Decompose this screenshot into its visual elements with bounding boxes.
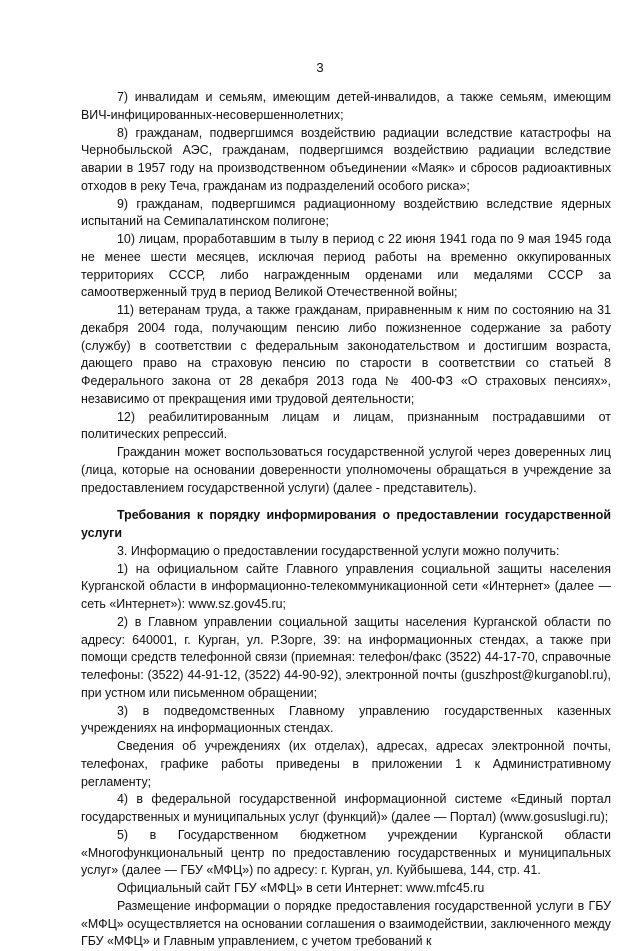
paragraph-source-office: 2) в Главном управлении социальной защиты населения Курганской области по адресу: 640001, г. Курган, ул. Р.Зорге, 39: на информационных стендах, а также при помощи средств телефонной связи (приемная: телефон/факс (3522) 44-17-70, справочные телефоны: (3522) 44-91-12, (3522) 44-90-92), электронной почты (guszhpost@kurganobl.ru), при устном или письменном обращении; <box>81 614 611 700</box>
paragraph-item-9: 9) гражданам, подвергшимся радиационному воздействию вследствие ядерных испытаний на Семипалатинском полигоне; <box>81 196 611 229</box>
paragraph-source-website: 1) на официальном сайте Главного управления социальной защиты населения Курганской области в информационно-телекоммуникационной сети «Интернет» (далее — сеть «Интернет»): www.sz.gov45.ru; <box>81 561 611 611</box>
paragraph-clause-3: 3. Информацию о предоставлении государственной услуги можно получить: <box>117 543 560 558</box>
page-number: 3 <box>316 60 324 75</box>
paragraph-institution-details: Сведения об учреждениях (их отделах), адресах, адресах электронной почты, телефонах, графике работы приведены в приложении 1 к Административному регламенту; <box>81 739 611 789</box>
paragraph-item-7: 7) инвалидам и семьям, имеющим детей-инвалидов, а также семьям, имеющим ВИЧ-инфицированных-несовершеннолетних; <box>81 90 611 122</box>
paragraph-source-institutions: 3) в подведомственных Главному управлению государственных казенных учреждениях на информационных стендах. <box>81 703 611 736</box>
paragraph-representative: Гражданин может воспользоваться государственной услугой через доверенных лиц (лица, которые на основании доверенности уполномочены обращаться в учреждение за предоставлением государственной услуги) (далее - представитель). <box>81 445 611 495</box>
paragraph-item-8: 8) гражданам, подвергшимся воздействию радиации вследствие катастрофы на Чернобыльской АЭС, гражданам, подвергшимся воздействию радиации вследствие аварии в 1957 году на производственном объединении «Маяк» и сбросов радиоактивных отходов в реку Теча, гражданам из подразделений особого риска»; <box>81 125 611 193</box>
paragraph-source-portal: 4) в федеральной государственной информационной системе «Единый портал государственных и муниципальных услуг (функций)» (далее — Портал) (www.gosuslugi.ru); <box>81 792 611 824</box>
paragraph-source-mfc: 5) в Государственном бюджетном учреждении Курганской области «Многофункциональный центр по предоставлению государственных и муниципальных услуг» (далее — ГБУ «МФЦ») по адресу: г. Курган, ул. Куйбышева, 144, стр. 41. <box>81 827 611 878</box>
paragraph-mfc-website: Официальный сайт ГБУ «МФЦ» в сети Интернет: www.mfc45.ru <box>117 881 485 895</box>
document-body <box>81 89 611 951</box>
paragraph-item-12: 12) реабилитированным лицам и лицам, признанным пострадавшими от политических репрессий. <box>81 409 611 442</box>
paragraph-item-10: 10) лицам, проработавшим в тылу в период с 22 июня 1941 года по 9 мая 1945 года не менее шести месяцев, исключая период работы на временно оккупированных территориях СССР, либо награжденным орденами или медалями СССР за самоотверженный труд в период Великой Отечественной войны; <box>81 232 611 300</box>
paragraph-item-11: 11) ветеранам труда, а также гражданам, приравненным к ним по состоянию на 31 декабря 2004 года, получающим пенсию либо пожизненное содержание за работу (службу) в соответствии с федеральным законодательством и достигшим возраста, дающего право на страховую пенсию по старости в соответствии со статьей 8 Федерального закона от 28 декабря 2013 года № 400-ФЗ «О страховых пенсиях», независимо от прекращения ими трудовой деятельности; <box>81 303 611 406</box>
section-heading: Требования к порядку информирования о предоставлении государственной услуги <box>81 508 611 540</box>
paragraph-mfc-placement: Размещение информации о порядке предоставления государственной услуги в ГБУ «МФЦ» осуществляется на основании соглашения о взаимодействии, заключенного между ГБУ «МФЦ» и Главным управлением, с учетом требований к <box>81 898 611 949</box>
